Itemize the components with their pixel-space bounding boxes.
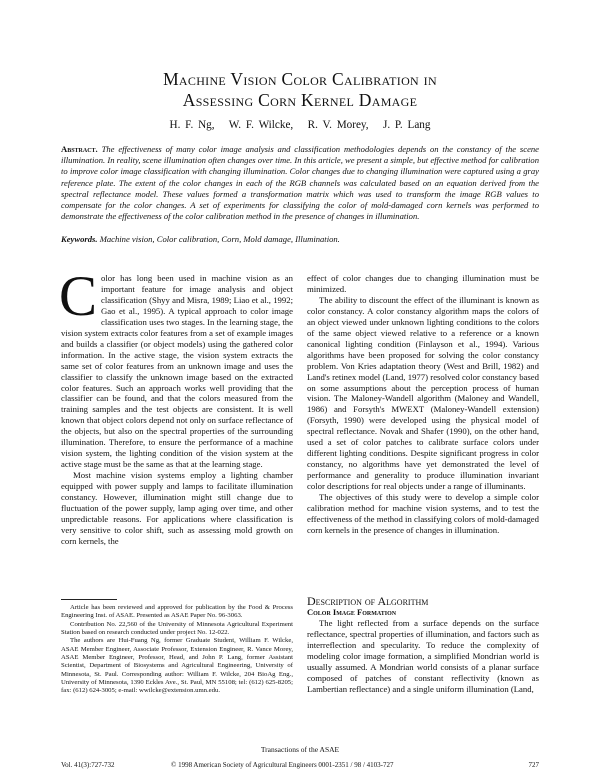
right-paragraph-2: The ability to discount the effect of the illuminant is known as color constancy. A color constancy algorithm maps the colors of an object viewed under unknown lighting conditions to the colors of the same object viewed relative to a reference or a known canonical lighting condition (Finlayson et al., 1994). Various algorithms have been proposed for solving the color constancy problem. Von Kries adaptation theory (West and Brill, 1982) and Land's retinex model (Land, 1977) resolved color constancy based on some assumptions about the perception process of human vision. The Maloney-Wandell algorithm (Maloney and Wandell, 1986) and Forsyth's MWEXT (Maloney-Wandell extension) (Forsyth, 1990) were developed using the physical model of spectral reflectance. Novak and Shafer (1990), on the other hand, used a set of color patches to calibrate surface colors under different lighting conditions. Despite significant progress in color constancy, no algorithms have yet demonstrated the level of performance and generality to produce illumination invariant color descriptions for real objects under a range of illuminants. <box>307 294 539 492</box>
right-column <box>307 273 539 536</box>
left-column <box>59 265 293 547</box>
abstract-label: Abstract. <box>61 144 98 154</box>
abstract-text: The effectiveness of many color image analysis and classification methodologies depends on the constancy of the scene illumination. In reality, scene illumination often changes over time. In this article, we present a simple, but effective method for calibration to improve color image classification with changing illumination. Color changes due to changing illumination were captured using a gray reference plate. The extent of the color changes in each of the RGB channels was calculated based on an equation derived from the spectral reflectance model. These values formed a transformation matrix which was used to transform the image RGB values to compensate for the color changes. A set of experiments for classifying the color of mold-damaged corn kernels was performed to demonstrate the effectiveness of the color calibration method in the presence of changes in illumination. <box>61 144 539 222</box>
copyright: © 1998 American Society of Agricultural Engineers 0001-2351 / 98 / 4103-727 <box>171 761 394 769</box>
volume-info: Vol. 41(3):727-732 <box>61 761 115 769</box>
abstract <box>61 144 539 222</box>
author-list: H. F. Ng, W. F. Wilcke, R. V. Morey, J. P. Lang <box>169 119 431 131</box>
page-number: 727 <box>528 761 539 769</box>
journal-name: Transactions of the ASAE <box>260 745 340 754</box>
intro-paragraph-2: Most machine vision systems employ a lighting chamber equipped with power supply and lamps to facilitate illumination constancy. However, illumination might still change due to fluctuation of the power supply, lamp aging over time, and other unpredictable reasons. For applications where classification is very sensitive to color shift, such as assessing mold growth on corn kernels, the <box>61 470 293 546</box>
footnote-paragraph-3: The authors are Hui-Fuang Ng, former Graduate Student, William F. Wilcke, ASAE Member Engineer, Associate Professor, Extension Engineer, R. Vance Morey, ASAE Member Engineer, Professor, Head, and John P. Lang, former Assistant Scientist, Department of Biosystems and Agricultural Engineering, University of Minnesota, St. Paul. Corresponding author: William F. Wilcke, 204 BioAg Eng., University of Minnesota, 1390 Eckles Ave., St. Paul, MN 55108; tel: (612) 625-8205; fax: (612) 624-3005; e-mail: wwilcke@extension.umn.edu. <box>61 637 293 695</box>
footnote-rule <box>61 599 117 600</box>
right-paragraph-4: The light reflected from a surface depends on the surface reflectance, spectral properties of illumination, and factors such as interreflection and specularity. To reduce the complexity of modeling color image formation, a simplified Mondrian world is usually assumed. A Mondrian world consists of a planar surface composed of patches of constant reflectivity (known as Lambertian reflectance) and a single uniform illumination (Land, <box>307 618 539 694</box>
footnote <box>61 604 293 696</box>
subsection-heading: Color Image Formation <box>307 607 397 617</box>
footnote-paragraph-1: Article has been reviewed and approved for publication by the Food & Process Engineering Inst. of ASAE. Presented as ASAE Paper No. 96-3063. <box>61 604 293 620</box>
right-column-lower <box>307 618 539 695</box>
keywords-label: Keywords. <box>61 234 98 244</box>
section-heading: Description of Algorithm <box>307 594 429 608</box>
right-paragraph-3: The objectives of this study were to develop a simple color calibration method for machine vision systems, and to test the effectiveness of the method in classifying colors of mold-damaged corn kernels in the presence of changes in illumination. <box>307 492 539 535</box>
keywords-text: Machine vision, Color calibration, Corn, Mold damage, Illumination. <box>99 234 340 244</box>
intro-paragraph-1 <box>59 265 293 470</box>
paper-title-line-2: Assessing Corn Kernel Damage <box>182 90 418 110</box>
intro-paragraph-1-text: olor has long been used in machine vision as an important feature for image analysis and object classification (Shyy and Misra, 1989; Liao et al., 1992; Gao et al., 1995). A typical approach to color image classification uses two stages. In the learning stage, the vision system extracts color features from a set of example images and builds a classifier (or object models) using the gathered color information. In the active stage, the vision system extracts the same set of color features from an unknown image and uses the classifier to classify the unknown image based on the extracted color features. Such an approach works well providing that the classifier can be found, and that the colors measured from the training samples and the test objects are consistent. It is well known that object colors depend not only on surface reflectance of the objects, but also on the spectral properties of the surrounding illumination. Therefore, to ensure the performance of a machine vision system, the lighting condition of the vision system at the active stage must be the same as that at the learning stage. <box>61 273 293 470</box>
keywords <box>61 234 539 245</box>
footnote-paragraph-2: Contribution No. 22,560 of the University of Minnesota Agricultural Experiment Station based on research conducted under project No. 12-022. <box>61 620 293 637</box>
right-paragraph-1: effect of color changes due to changing illumination must be minimized. <box>307 273 539 294</box>
drop-cap: C <box>59 265 98 328</box>
paper-title-line-1: Machine Vision Color Calibration in <box>163 69 437 89</box>
